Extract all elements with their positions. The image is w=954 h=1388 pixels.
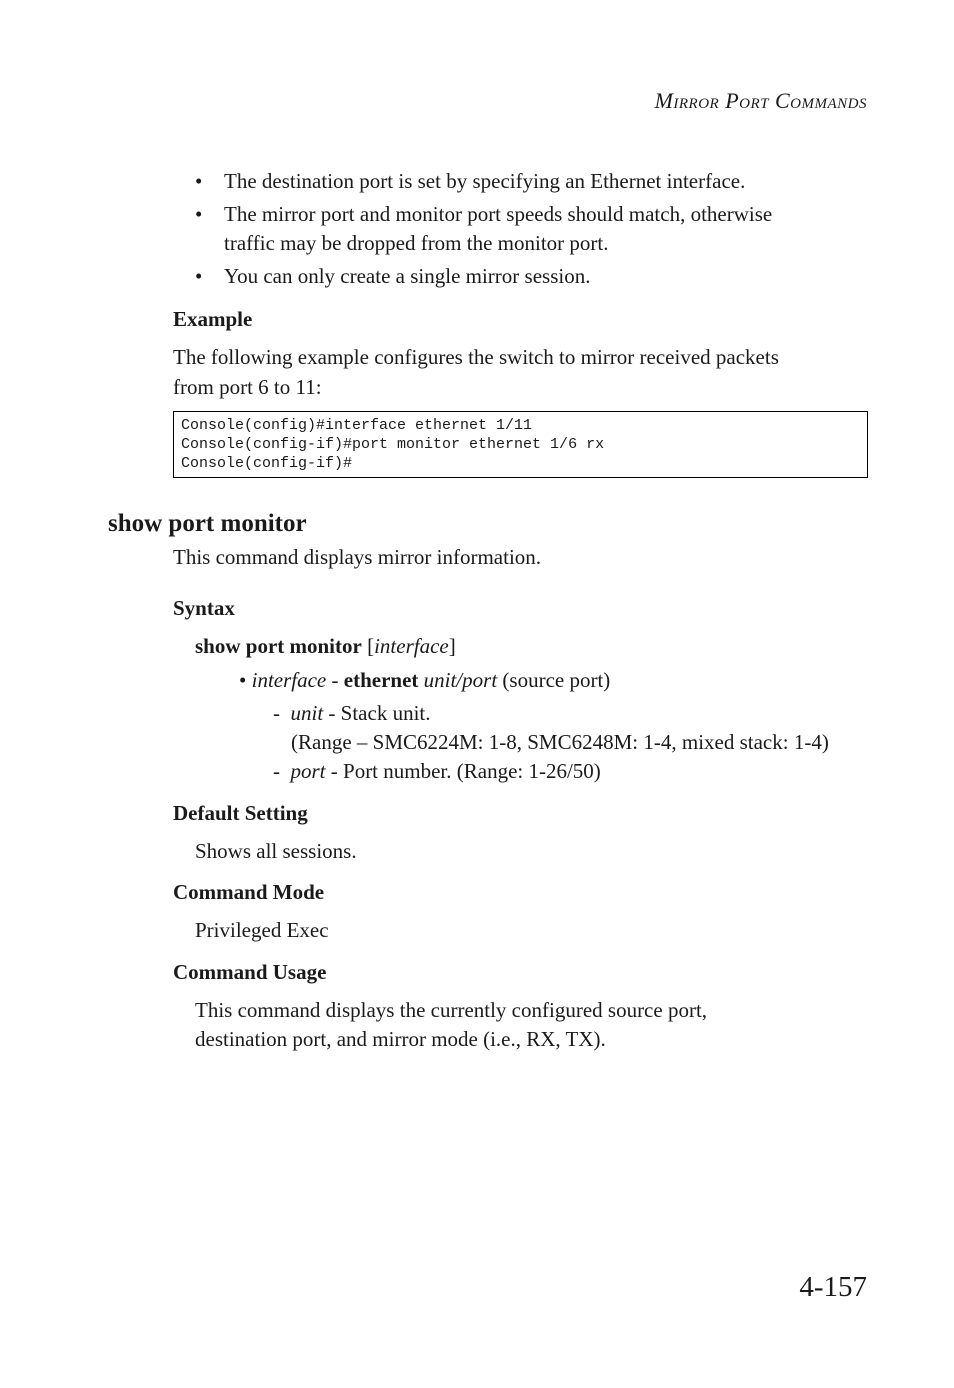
parameter-keyword: ethernet <box>343 668 419 692</box>
code-line: Console(config-if)# <box>181 455 353 472</box>
bullet-marker: • <box>239 668 247 692</box>
unit-range: (Range – SMC6224M: 1-8, SMC6248M: 1-4, mixed stack: 1-4) <box>291 730 829 754</box>
command-description: This command displays mirror information. <box>173 545 542 569</box>
example-heading: Example <box>173 307 253 331</box>
bullet-marker: • <box>195 264 203 288</box>
dash-marker: - <box>273 759 280 783</box>
parameter-item <box>239 666 610 695</box>
command-usage-text-continued: destination port, and mirror mode (i.e., RX, TX). <box>195 1027 606 1051</box>
default-setting-text: Shows all sessions. <box>195 839 357 863</box>
syntax-heading: Syntax <box>173 596 235 620</box>
list-item <box>195 167 875 196</box>
bullet-marker: • <box>195 202 203 226</box>
command-mode-text: Privileged Exec <box>195 918 329 942</box>
code-line: Console(config)#interface ethernet 1/11 <box>181 417 533 434</box>
bullet-text: The mirror port and monitor port speeds should match, otherwise <box>224 202 773 226</box>
list-item <box>195 262 875 291</box>
parameter-name: interface <box>251 668 327 692</box>
parameter-separator: - <box>326 668 344 692</box>
bullet-text: The destination port is set by specifying an Ethernet interface. <box>224 169 746 193</box>
intro-bullet-list <box>195 167 875 295</box>
bullet-text-continued: traffic may be dropped from the monitor port. <box>224 231 609 255</box>
unit-description: - Stack unit. <box>323 701 431 725</box>
running-head: Mirror Port Commands <box>654 88 867 113</box>
port-name: port <box>290 759 326 783</box>
code-example-box <box>173 411 868 478</box>
port-description: - Port number. (Range: 1-26/50) <box>325 759 601 783</box>
command-usage-heading: Command Usage <box>173 960 327 984</box>
bullet-marker: • <box>195 169 203 193</box>
default-setting-heading: Default Setting <box>173 801 308 825</box>
parameter-unit-port: unit/port <box>423 668 498 692</box>
command-title: show port monitor <box>108 510 307 537</box>
page-number: 4-157 <box>799 1271 867 1303</box>
command-usage-text: This command displays the currently configured source port, <box>195 998 708 1022</box>
bullet-text: You can only create a single mirror session. <box>224 264 591 288</box>
syntax-parameter: interface <box>374 634 449 658</box>
dash-marker: - <box>273 701 280 725</box>
syntax-command: show port monitor <box>195 634 362 658</box>
example-text-continued: from port 6 to 11: <box>173 375 322 399</box>
sub-parameter-port <box>273 757 601 786</box>
unit-name: unit <box>290 701 324 725</box>
command-mode-heading: Command Mode <box>173 880 325 904</box>
sub-parameter-unit <box>273 699 431 728</box>
example-text: The following example configures the switch to mirror received packets <box>173 345 779 369</box>
syntax-close-bracket: ] <box>448 634 456 658</box>
code-line: Console(config-if)#port monitor ethernet 1/6 rx <box>181 436 605 453</box>
syntax-line <box>195 632 456 661</box>
syntax-open-bracket: [ <box>367 634 375 658</box>
parameter-description: (source port) <box>497 668 611 692</box>
list-item <box>195 200 875 258</box>
